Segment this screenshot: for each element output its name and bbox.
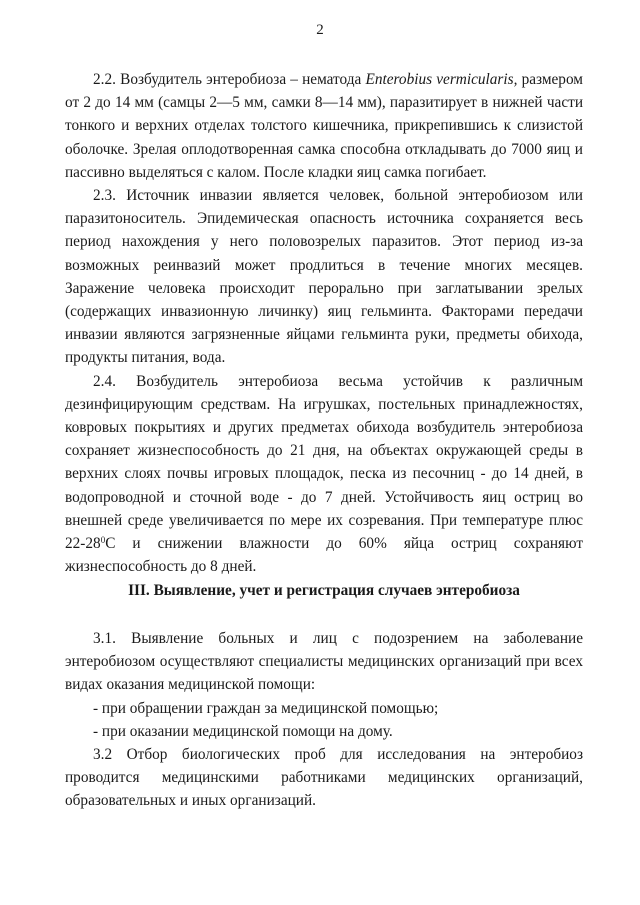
section-3-body xyxy=(65,627,583,813)
species-name: Enterobius vermicularis, xyxy=(365,71,518,88)
paragraph-2-2 xyxy=(65,68,583,184)
paragraph-2-4-part2: С и снижении влажности до 60% яйца остриц сохраняют жизнеспособность до 8 дней. xyxy=(65,535,583,576)
degree-sign: 0 xyxy=(100,535,106,546)
list-item: - при оказании медицинской помощи на дому. xyxy=(93,722,393,740)
paragraph-2-3: 2.3. Источник инвазии является человек, больной энтеробиозом или паразитоноситель. Эпидемическая опасность источника сохраняется весь период нахождения у него половозрелых паразитов. Этот период из-за возможных реинвазий может продлиться в течение многих месяцев. Заражение человека происходит перорально при заглатывании зрелых (содержащих инвазионную личинку) яиц гельминта. Факторами передачи инвазии являются загрязненные яйцами гельминта руки, предметы обихода, продукты питания, вода. xyxy=(65,187,583,367)
list-item: - при обращении граждан за медицинской помощью; xyxy=(93,699,439,717)
paragraph-2-4-part1: 2.4. Возбудитель энтеробиоза весьма устойчив к различным дезинфицирующим средствам. На игрушках, постельных принадлежностях, ковровых покрытиях и других предметах обихода возбудитель энтеробиоза сохраняет жизнеспособность до 21 дня, на объектах окружающей среды в верхних слоях почвы игровых площадок, песка из песочниц - до 14 дней, в водопроводной и сточной воде - до 7 дней. Устойчивость яиц остриц во внешней среде увеличивается по мере их созревания. При температуре плюс 22-28 xyxy=(65,372,583,553)
paragraph-2-2-part2: размером от 2 до 14 мм (самцы 2—5 мм, самки 8—14 мм), паразитирует в нижней части тонкого и верхних отделах толстого кишечника, прикрепившись к слизистой оболочке. Зрелая оплодотворенная самка способна откладывать до 7000 яиц и пассивно выделяться с калом. После кладки яиц самка погибает. xyxy=(65,71,583,181)
page-number: 2 xyxy=(316,22,324,38)
paragraph-3-2: 3.2 Отбор биологических проб для исследования на энтеробиоз проводится медицинскими работниками медицинских организаций, образовательных и иных организаций. xyxy=(65,746,583,810)
section-2-body xyxy=(65,68,583,578)
paragraph-3-1: 3.1. Выявление больных и лиц с подозрением на заболевание энтеробиозом осуществляют специалисты медицинских организаций при всех видах оказания медицинской помощи: xyxy=(65,630,583,694)
paragraph-2-4 xyxy=(65,370,583,579)
paragraph-2-2-part1: 2.2. Возбудитель энтеробиоза – нематода xyxy=(93,71,366,88)
section-3-heading: III. Выявление, учет и регистрация случаев энтеробиоза xyxy=(128,582,520,599)
